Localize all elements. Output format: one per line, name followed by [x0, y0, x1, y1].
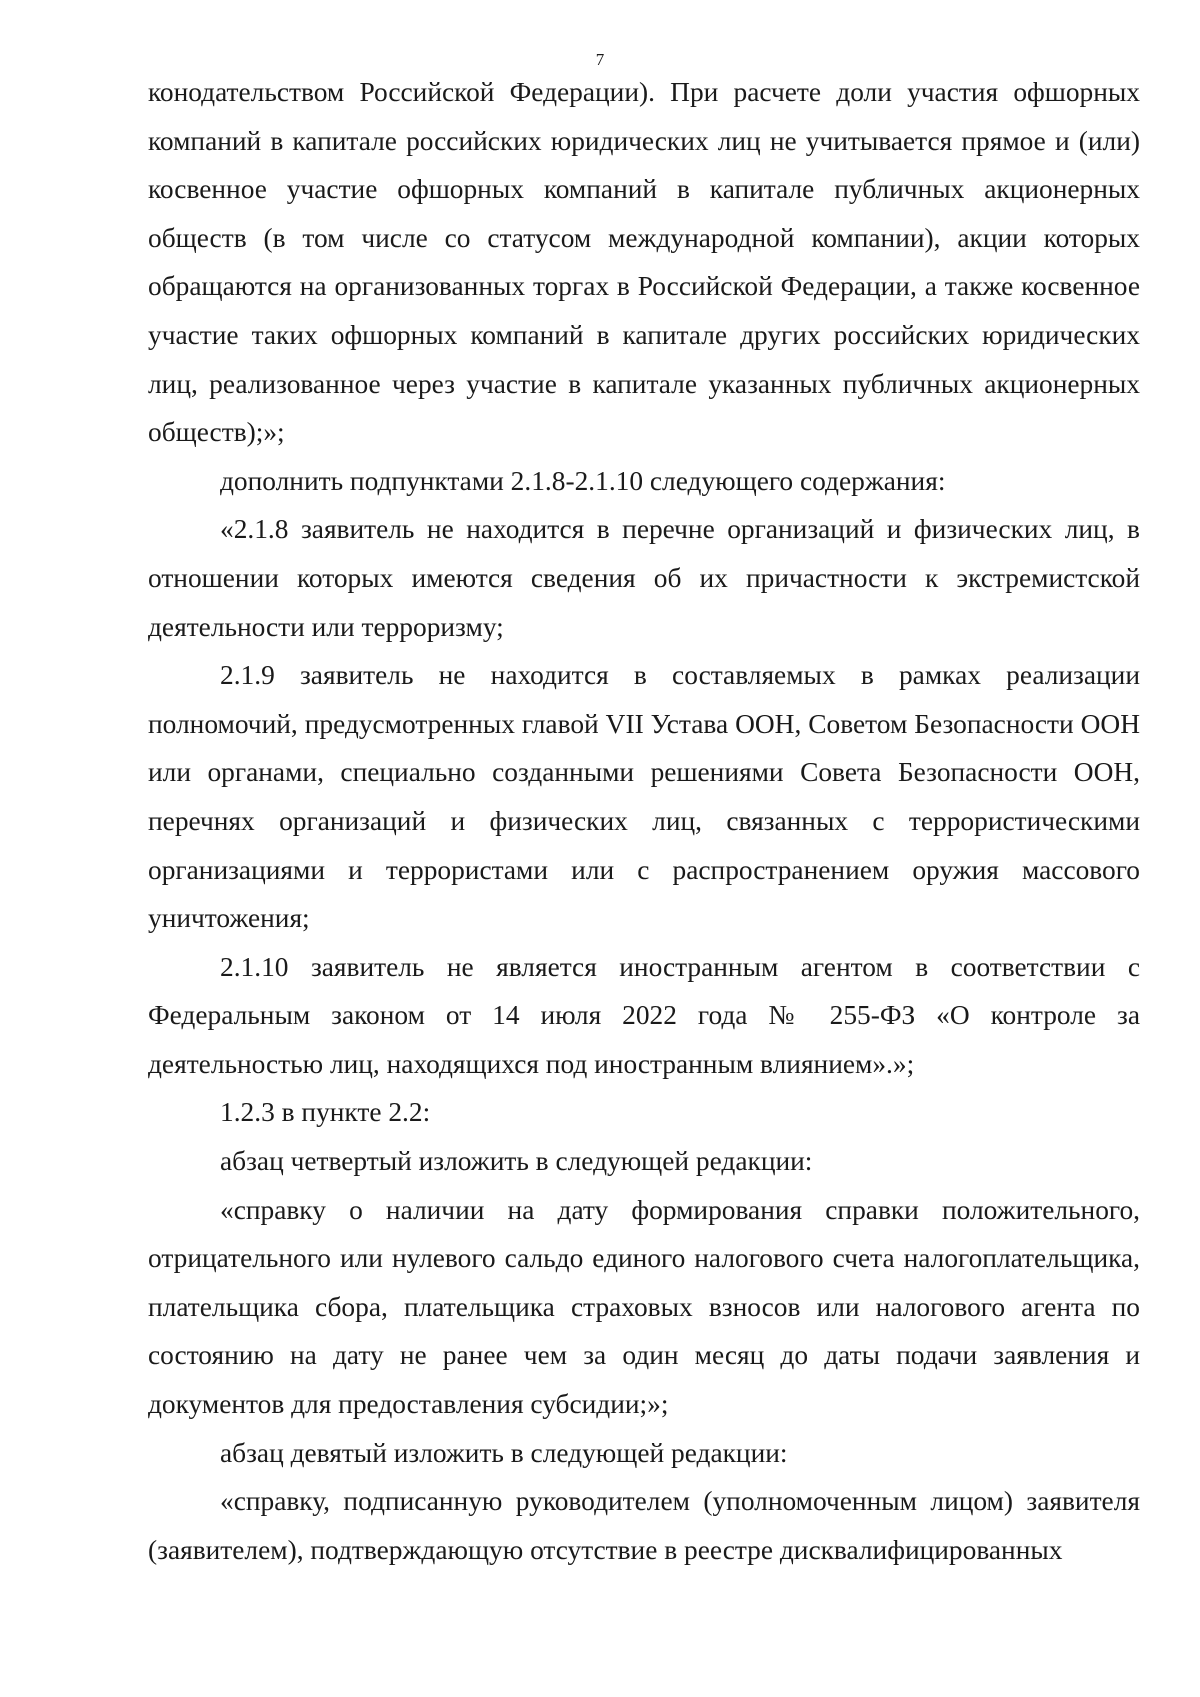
paragraph-1: конодательством Российской Федерации). При расчете доли участия офшорных компаний в капитале российских юридических лиц не учитывается прямое и (или) косвенное участие офшорных компаний в капитале публичных акционерных обществ (в том числе со статусом международной компании), акции которых обращаются на организованных торгах в Российской Федерации, а также косвенное участие таких офшорных компаний в капитале других российских юридических лиц, реализованное через участие в капитале указанных публичных акционерных обществ);»; [148, 77, 1140, 448]
paragraph-7: абзац четвертый изложить в следующей редакции: [220, 1146, 813, 1177]
paragraph-5: 2.1.10 заявитель не является иностранным агентом в соответствии с Федеральным законом от 14 июля 2022 года № 255-ФЗ «О контроле за деятельностью лиц, находящихся под иностранным влиянием».»; [148, 951, 1140, 1079]
paragraph-9: абзац девятый изложить в следующей редакции: [220, 1437, 788, 1468]
paragraph-8: «справку о наличии на дату формирования справки положительного, отрицательного или нулевого сальдо единого налогового счета налогоплательщика, плательщика сбора, плательщика страховых взносов или налогового агента по состоянию на дату не ранее чем за один месяц до даты подачи заявления и документов для предоставления субсидии;»; [148, 1194, 1140, 1420]
paragraph-3: «2.1.8 заявитель не находится в перечне организаций и физических лиц, в отношении которых имеются сведения об их причастности к экстремистской деятельности или терроризму; [148, 514, 1140, 642]
document-body [148, 68, 1140, 1574]
paragraph-10: «справку, подписанную руководителем (уполномоченным лицом) заявителя (заявителем), подтверждающую отсутствие в реестре дисквалифицированных [148, 1486, 1140, 1565]
page-number: 7 [595, 50, 605, 69]
paragraph-6: 1.2.3 в пункте 2.2: [220, 1097, 431, 1128]
paragraph-4: 2.1.9 заявитель не находится в составляемых в рамках реализации полномочий, предусмотренных главой VII Устава ООН, Советом Безопасности ООН или органами, специально созданными решениями Совета Безопасности ООН, перечнях организаций и физических лиц, связанных с террористическими организациями и террористами или с распространением оружия массового уничтожения; [148, 660, 1140, 934]
paragraph-2: дополнить подпунктами 2.1.8-2.1.10 следующего содержания: [220, 465, 946, 496]
